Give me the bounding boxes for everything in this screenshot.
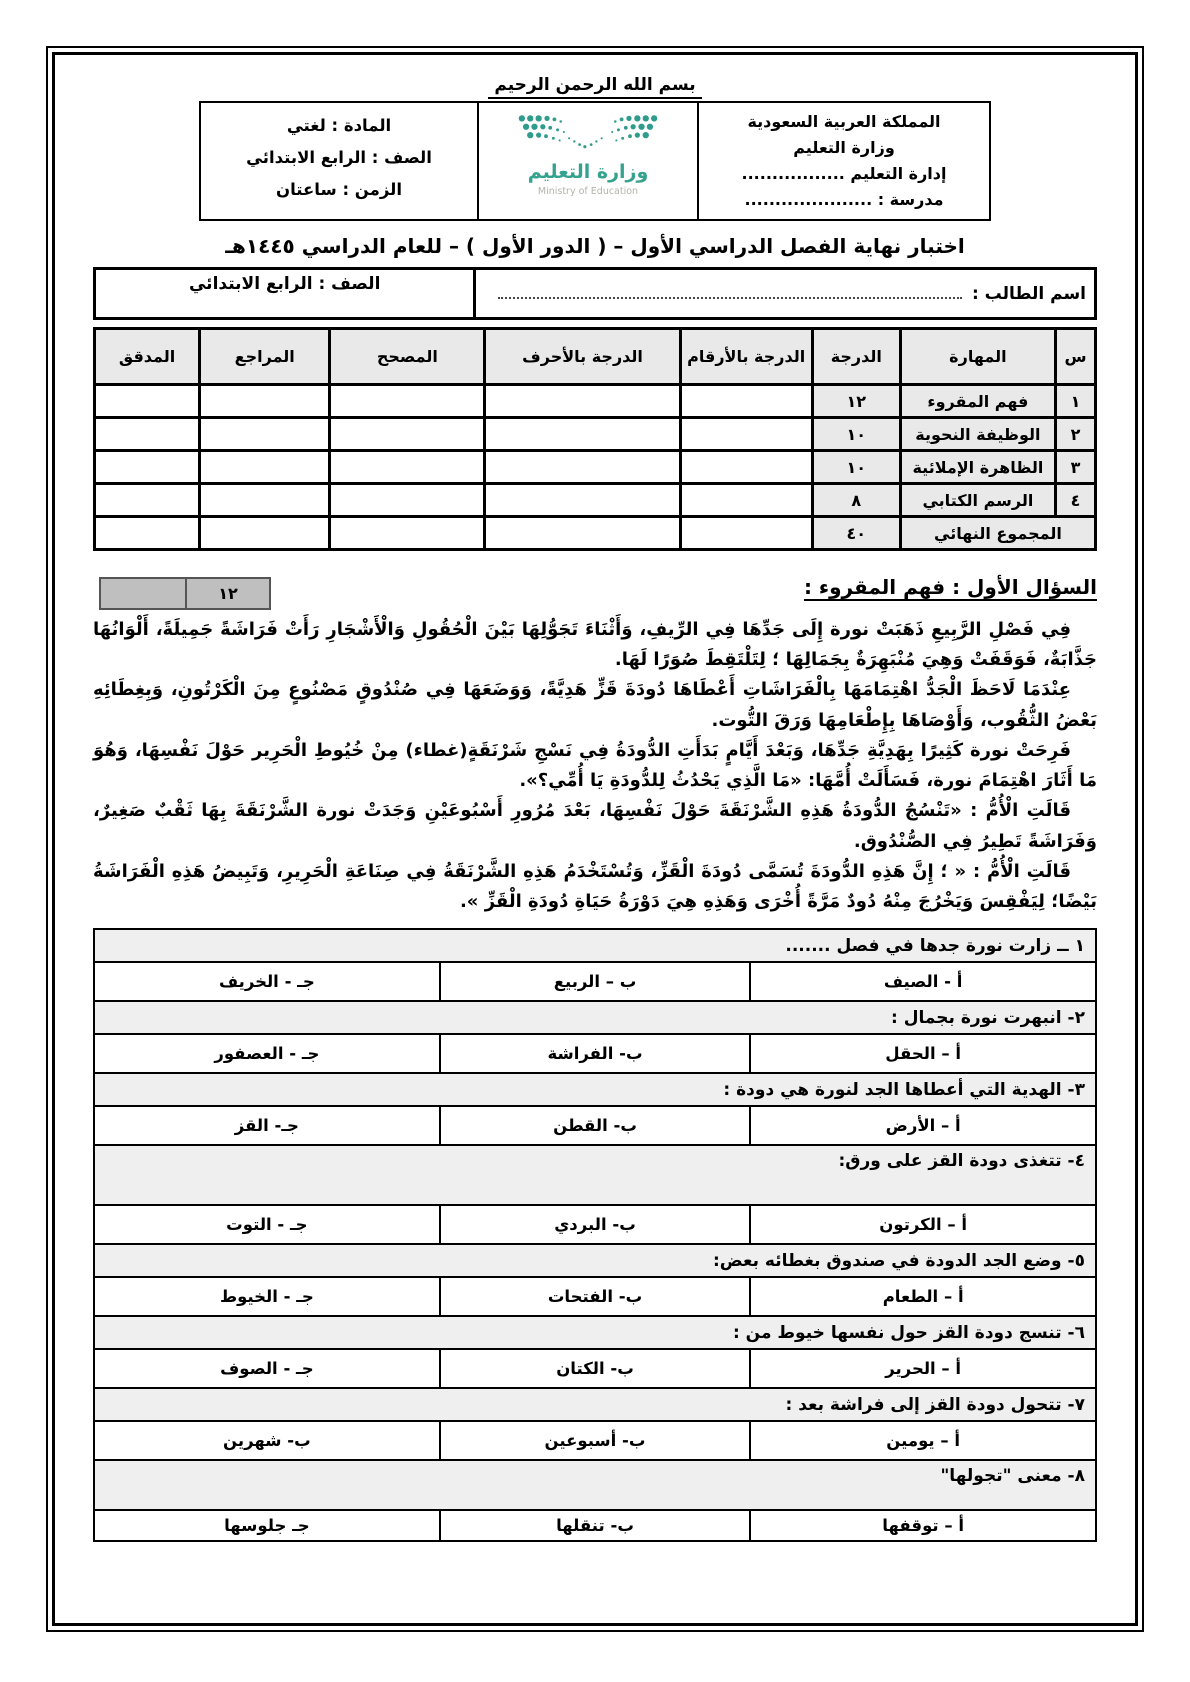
question-4-options [94,1205,1096,1244]
score-entry-cell [680,484,812,517]
skill-score: ١٢ [812,385,900,418]
question-text: ٣- الهدية التي أعطاها الجد لنورة هي دودة : [94,1073,1096,1106]
option-b: ب- الفراشة [440,1034,751,1073]
skill-name: فهم المقروء [900,385,1055,418]
question-text: ٧- تتحول دودة القز إلى فراشة بعد : [94,1388,1096,1421]
score-entry-cell [330,451,485,484]
skill-num: ٢ [1055,418,1095,451]
subject-info-cell [200,102,478,220]
score-entry-cell [485,418,680,451]
skills-header-row [95,329,1096,385]
score-max-cell: ١٢ [185,579,269,608]
col-header-score-letters: الدرجة بالأحرف [485,329,680,385]
score-entry-cell [200,385,330,418]
ministry-of-education-logo [513,111,663,197]
student-name-line [498,296,962,299]
skill-row-3 [95,451,1096,484]
col-header-skill: المهارة [900,329,1055,385]
score-entry-cell [330,385,485,418]
passage-paragraph-1: فِي فَصْلِ الرَّبِيعِ ذَهَبَتْ نورة إِلَى جَدِّهَا فِي الرِّيفِ، وَأَثْنَاءَ تَجَوُّلِهَا بَيْنَ الْحُقُولِ وَالْأَشْجَارِ رَأَتْ فَرَاشَةً جَمِيلَةً، أَلْوَانُهَا جَذَّابَةٌ، فَوَقَفَتْ وَهِيَ مُنْبَهِرَةٌ بِجَمَالِهَا ؛ لِتَلْتَقِطَ صُوَرًا لَهَا. [93,619,1097,671]
exam-title: اختبار نهاية الفصل الدراسي الأول – ( الدور الأول ) – للعام الدراسي ١٤٤٥هـ [225,234,965,258]
header-info-table [199,101,991,221]
question-6-row [94,1316,1096,1349]
col-header-score-digits: الدرجة بالأرقام [680,329,812,385]
moe-dots-icon [513,111,663,153]
skills-table [93,327,1097,551]
option-a: أ - الصيف [750,962,1096,1001]
option-c: جـ - الخيوط [94,1277,440,1316]
grade-line: الصف : الرابع الابتدائي [246,148,432,167]
col-header-num: س [1055,329,1095,385]
school-line: مدرسة : ..................... [744,190,944,209]
option-a: أ – الكرتون [750,1205,1096,1244]
page-frame [46,46,1144,1632]
question-text: ٤- تتغذى دودة القز على ورق: [94,1145,1096,1205]
logo-wordmark-arabic: وزارة التعليم [527,161,649,183]
question-8-options [94,1510,1096,1541]
student-info-table [93,267,1097,320]
logo-wordmark-english: Ministry of Education [537,186,639,197]
option-b: ب- أسبوعين [440,1421,751,1460]
option-b: ب- القطن [440,1106,751,1145]
score-entry-cell [95,451,200,484]
skill-num: ١ [1055,385,1095,418]
question-8-row [94,1460,1096,1510]
question-6-options [94,1349,1096,1388]
option-b: ب- الكتان [440,1349,751,1388]
basmala-text: بسم الله الرحمن الرحيم [488,75,701,99]
col-header-corrector: المصحح [330,329,485,385]
score-entry-cell [680,385,812,418]
total-score: ٤٠ [812,517,900,550]
option-a: أ – الطعام [750,1277,1096,1316]
option-b: ب – الربيع [440,962,751,1001]
score-entry-cell [330,484,485,517]
question-5-row [94,1244,1096,1277]
passage-paragraph-4: قَالَتِ الْأُمُّ : «تَنْسُجُ الدُّودَةُ هَذِهِ الشَّرْنَقَةَ حَوْلَ نَفْسِهَا، بَعْدَ مُرُورِ أَسْبُوعَيْنِ وَجَدَتْ نورة الشَّرْنَقَةَ بِهَا ثَقْبٌ صَغِيرٌ، وَفَرَاشَةً تَطِيرُ فِي الصُّنْدُوق. [93,800,1097,852]
question-text: ٨- معنى "تجولها" [94,1460,1096,1510]
ministry-line: وزارة التعليم [793,138,895,157]
option-a: أ – يومين [750,1421,1096,1460]
skill-row-4 [95,484,1096,517]
option-b: ب- الفتحات [440,1277,751,1316]
score-entry-cell [95,517,200,550]
score-entry-cell [200,484,330,517]
score-entry-cell [200,517,330,550]
skill-num: ٤ [1055,484,1095,517]
skill-name: الظاهرة الإملائية [900,451,1055,484]
col-header-auditor: المدقق [95,329,200,385]
skill-row-1 [95,385,1096,418]
option-b: ب- البردي [440,1205,751,1244]
student-name-cell [475,269,1096,319]
section-score-box [99,577,271,610]
reading-passage [93,615,1097,917]
kingdom-line: المملكة العربية السعودية [747,112,941,131]
student-name-label: اسم الطالب : [971,284,1086,304]
basmala-row [93,75,1097,99]
page-frame-inner [52,52,1138,1626]
option-a: أ – توقفها [750,1510,1096,1541]
score-entry-cell [680,418,812,451]
option-c: جـ - العصفور [94,1034,440,1073]
class-cell: الصف : الرابع الابتدائي [95,269,475,319]
question-7-row [94,1388,1096,1421]
question-5-options [94,1277,1096,1316]
col-header-score: الدرجة [812,329,900,385]
logo-cell [478,102,698,220]
score-earned-cell [101,579,185,608]
section-one-heading: السؤال الأول : فهم المقروء : [803,575,1097,599]
question-3-options [94,1106,1096,1145]
section-one-row [93,575,1097,610]
score-entry-cell [200,451,330,484]
option-a: أ – الحرير [750,1349,1096,1388]
education-admin-line: إدارة التعليم ................. [741,164,947,183]
question-text: ١ ــ زارت نورة جدها في فصل ....... [94,929,1096,962]
score-entry-cell [485,517,680,550]
question-1-row [94,929,1096,962]
skill-name: الرسم الكتابي [900,484,1055,517]
passage-paragraph-5: قَالَتِ الْأُمُّ : « ؛ إِنَّ هَذِهِ الدُّودَةَ تُسَمَّى دُودَةَ الْقَزِّ، وَتُسْتَخْدَمُ هَذِهِ الشَّرْنَقَةُ فِي صِنَاعَةِ الْحَرِيرِ، وَتَبِيضُ هَذِهِ الْفَرَاشَةُ بَيْضًا؛ لِيَفْقِسَ وَيَخْرُجَ مِنْهُ دُودٌ مَرَّةً أُخْرَى وَهَذِهِ هِيَ دَوْرَةُ حَيَاةِ دُودَةِ الْقَزِّ ». [93,860,1097,913]
question-2-options [94,1034,1096,1073]
skill-num: ٣ [1055,451,1095,484]
total-label: المجموع النهائي [900,517,1095,550]
skill-row-2 [95,418,1096,451]
question-2-row [94,1001,1096,1034]
score-entry-cell [200,418,330,451]
question-text: ٥- وضع الجد الدودة في صندوق بغطائه بعض: [94,1244,1096,1277]
score-entry-cell [330,517,485,550]
skills-total-row [95,517,1096,550]
skill-score: ١٠ [812,451,900,484]
score-entry-cell [330,418,485,451]
questions-table [93,928,1097,1542]
subject-line: المادة : لغتي [286,116,392,135]
option-c: جـ - الصوف [94,1349,440,1388]
skill-score: ٨ [812,484,900,517]
score-entry-cell [95,385,200,418]
question-3-row [94,1073,1096,1106]
score-entry-cell [680,517,812,550]
option-a: أ – الأرض [750,1106,1096,1145]
passage-paragraph-3: فَرِحَتْ نورة كَثِيرًا بِهَدِيَّةِ جَدِّهَا، وَبَعْدَ أَيَّامٍ بَدَأَتِ الدُّودَةُ فِي نَسْجِ شَرْنَقَةٍ(غطاء) مِنْ خُيُوطِ الْحَرِير حَوْلَ نَفْسِهَا، وَهُوَ مَا أَثَارَ اهْتِمَامَ نورة، فَسَأَلَتْ أُمَّهَا: «مَا الَّذِي يَحْدُثُ لِلدُّودَةِ يَا أُمِّي؟». [93,739,1097,792]
question-text: ٦- تنسج دودة القز حول نفسها خيوط من : [94,1316,1096,1349]
option-c: جـ - الخريف [94,962,440,1001]
option-b: ب- تنقلها [440,1510,751,1541]
option-a: أ – الحقل [750,1034,1096,1073]
option-c: جـ جلوسها [94,1510,440,1541]
score-entry-cell [485,484,680,517]
score-entry-cell [485,385,680,418]
time-line: الزمن : ساعتان [276,180,402,199]
question-1-options [94,962,1096,1001]
option-c: جـ- القز [94,1106,440,1145]
skill-score: ١٠ [812,418,900,451]
option-c: جـ - التوت [94,1205,440,1244]
score-entry-cell [485,451,680,484]
kingdom-info-cell [698,102,990,220]
question-7-options [94,1421,1096,1460]
col-header-reviewer: المراجع [200,329,330,385]
score-entry-cell [95,418,200,451]
question-4-row [94,1145,1096,1205]
skill-name: الوظيفة النحوية [900,418,1055,451]
score-entry-cell [95,484,200,517]
question-text: ٢- انبهرت نورة بجمال : [94,1001,1096,1034]
option-c: ب- شهرين [94,1421,440,1460]
score-entry-cell [680,451,812,484]
passage-paragraph-2: عِنْدَمَا لَاحَظَ الْجَدُّ اهْتِمَامَهَا بِالْفَرَاشَاتِ أَعْطَاهَا دُودَةَ قَزٍّ هَدِيَّةً، وَوَضَعَهَا فِي صُنْدُوقٍ مَصْنُوعٍ مِنَ الْكَرْتُونِ، وَبِغِطَائِهِ بَعْضُ الثُّقُوب، وَأَوْصَاهَا بِإِطْعَامِهَا وَرَقَ التُّوت. [93,679,1097,731]
